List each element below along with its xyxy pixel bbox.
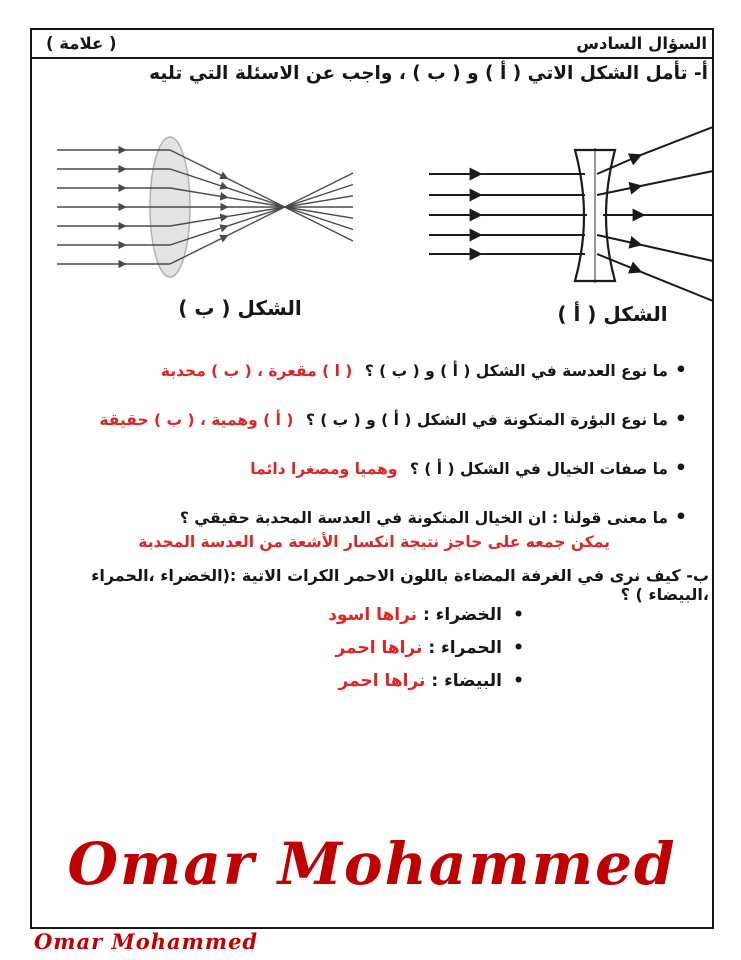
converging-lens-diagram <box>55 135 357 307</box>
question-text: ما نوع العدسة في الشكل ( أ ) و ( ب ) ؟ <box>364 362 668 380</box>
question-item <box>39 507 687 554</box>
part-b-item <box>328 665 524 698</box>
answer-text: وهميا ومصغرا دائما <box>250 460 398 478</box>
question-list <box>39 360 687 580</box>
figure-a-label: الشكل ( أ ) <box>557 302 668 326</box>
ball-color-label: الخضراء : <box>422 605 502 625</box>
question-title: السؤال السادس <box>576 34 707 53</box>
answer-text: يمكن جمعه على حاجز نتيجة انكسار الأشعة من العدسة المحدبة <box>138 533 610 551</box>
ball-color-label: الحمراء : <box>428 638 502 658</box>
diverging-lens-diagram <box>425 125 717 313</box>
instruction-line: أ- تأمل الشكل الاتي ( أ ) و ( ب ) ، واجب عن الاسئلة التي تليه <box>149 63 708 84</box>
part-b-intro: ب- كيف نرى في الغرفة المضاءة باللون الاحمر الكرات الاتية :(الخضراء ،الحمراء ،البيضاء ) ؟ <box>91 566 709 604</box>
answer-text: ( أ ) وهمية ، ( ب ) حقيقة <box>99 411 294 429</box>
part-b-item <box>328 632 524 665</box>
ball-answer: نراها اسود <box>328 605 418 625</box>
part-b-item <box>328 599 524 632</box>
signature-text: Omar Mohammed <box>67 830 677 898</box>
question-item <box>39 458 687 481</box>
question-item <box>39 360 687 383</box>
figure-b-label: الشكل ( ب ) <box>178 296 302 320</box>
mark-label: ( علامة ) <box>46 34 117 53</box>
ball-answer: نراها احمر <box>338 671 426 691</box>
header-row <box>32 30 712 59</box>
ball-color-label: البيضاء : <box>431 671 502 691</box>
ball-answer: نراها احمر <box>335 638 423 658</box>
part-b-answer-list <box>328 599 524 698</box>
footer-signature-text: Omar Mohammed <box>34 929 259 954</box>
question-text: ما صفات الخيال في الشكل ( أ ) ؟ <box>409 460 668 478</box>
question-item <box>39 409 687 432</box>
worksheet-frame <box>30 28 714 929</box>
answer-text: ( ا ) مقعرة ، ( ب ) محدبة <box>160 362 353 380</box>
question-text: ما معنى قولنا : ان الخيال المتكونة في العدسة المحدبة حقيقي ؟ <box>179 509 668 527</box>
question-text: ما نوع البؤرة المتكونة في الشكل ( أ ) و ( ب ) ؟ <box>305 411 668 429</box>
